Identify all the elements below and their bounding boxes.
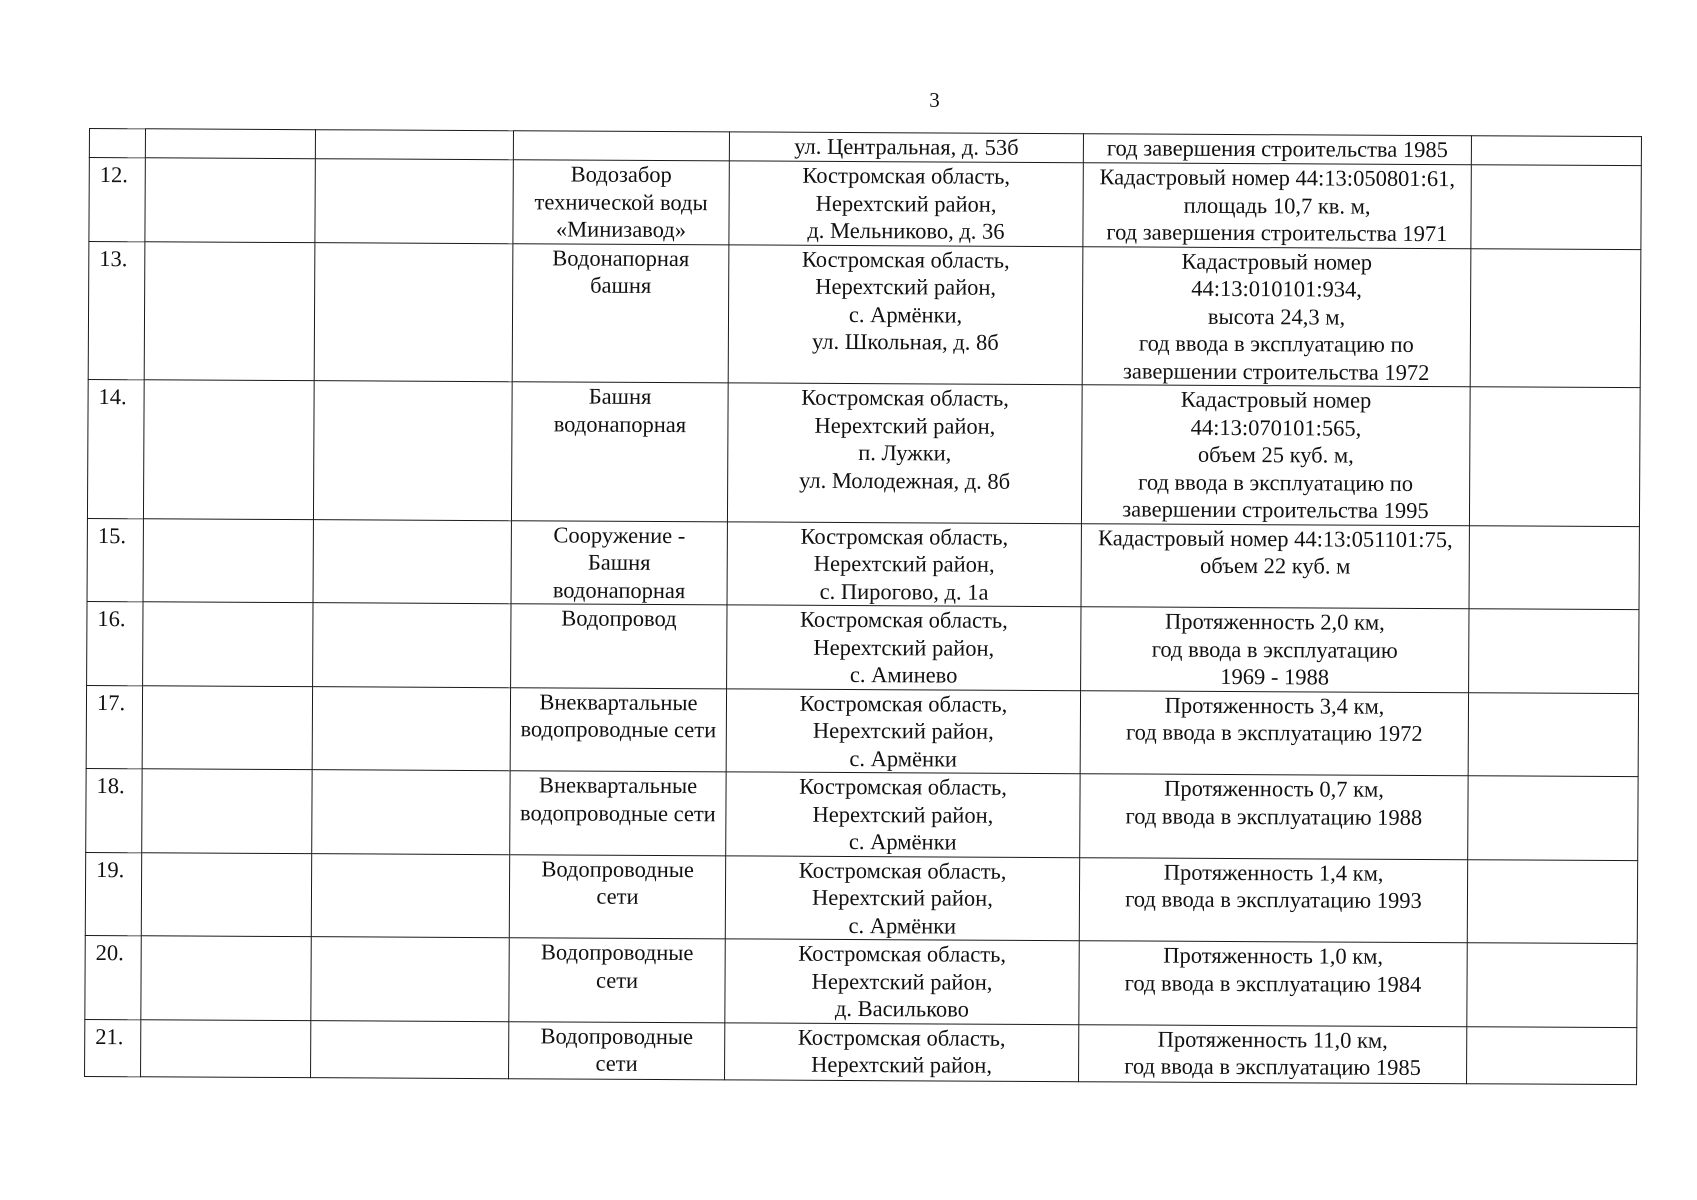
row-number-cell: 18. xyxy=(86,768,142,852)
table-row xyxy=(86,768,1638,860)
object-address-cell: Костромская область, Нерехтский район, с. Армёнки, ул. Школьная, д. 8б xyxy=(728,244,1083,384)
table-row xyxy=(87,518,1639,610)
empty-cell xyxy=(315,159,513,244)
object-name-cell: Водопровод xyxy=(511,604,727,689)
object-name-cell: Водопроводные сети xyxy=(509,854,725,939)
empty-cell xyxy=(315,130,513,160)
empty-cell xyxy=(145,129,315,159)
object-name-cell: Водонапорная башня xyxy=(512,243,729,383)
empty-cell xyxy=(143,380,314,519)
object-address-cell: Костромская область, Нерехтский район, п. Лужки, ул. Молодежная, д. 8б xyxy=(727,383,1082,523)
table-body xyxy=(85,129,1642,1085)
empty-cell xyxy=(313,603,511,688)
empty-cell xyxy=(311,1020,509,1078)
object-address-cell: Костромская область, Нерехтский район, с. Армёнки xyxy=(726,688,1080,773)
empty-cell xyxy=(1467,943,1637,1027)
page-number: 3 xyxy=(929,88,940,112)
row-number-cell: 17. xyxy=(86,685,142,769)
empty-cell xyxy=(313,381,512,521)
object-name-cell xyxy=(513,131,729,161)
object-address-cell: Костромская область, Нерехтский район, д. Мельниково, д. 36 xyxy=(729,161,1083,246)
object-address-cell: Костромская область, Нерехтский район, с. Аминево xyxy=(727,605,1081,690)
empty-cell xyxy=(312,686,510,771)
object-address-cell: Костромская область, Нерехтский район, д. Васильково xyxy=(725,939,1079,1024)
empty-cell xyxy=(141,936,311,1020)
empty-cell xyxy=(313,519,511,604)
row-number-cell: 21. xyxy=(85,1019,141,1076)
row-number-cell: 13. xyxy=(88,241,145,380)
object-name-cell: Водозабор технической воды «Минизавод» xyxy=(513,160,729,245)
empty-cell xyxy=(1471,136,1641,166)
object-characteristics-cell: Протяженность 1,4 км, год ввода в эксплуатацию 1993 xyxy=(1079,857,1467,943)
table-row xyxy=(89,158,1641,250)
empty-cell xyxy=(141,852,311,936)
table-row xyxy=(85,852,1637,944)
empty-cell xyxy=(312,770,510,855)
empty-cell xyxy=(142,769,312,853)
table-row xyxy=(86,685,1638,777)
row-number-cell: 14. xyxy=(87,379,144,518)
row-number-cell: 15. xyxy=(87,518,143,602)
empty-cell xyxy=(142,685,312,769)
object-characteristics-cell: Протяженность 2,0 км, год ввода в эксплуатацию 1969 - 1988 xyxy=(1081,607,1469,693)
property-registry-table xyxy=(84,128,1642,1085)
empty-cell xyxy=(314,242,513,382)
object-name-cell: Сооружение - Башня водонапорная xyxy=(511,520,727,605)
object-characteristics-cell: Протяженность 1,0 км, год ввода в эксплуатацию 1984 xyxy=(1079,941,1467,1027)
object-name-cell: Внеквартальные водопроводные сети xyxy=(510,687,726,772)
empty-cell xyxy=(311,937,509,1022)
object-name-cell: Водопроводные сети xyxy=(509,1021,725,1079)
object-address-cell: Костромская область, Нерехтский район, с. Армёнки xyxy=(726,772,1080,857)
row-number-cell xyxy=(89,129,145,158)
object-address-cell: Костромская область, Нерехтский район, с. Армёнки xyxy=(725,855,1079,940)
object-characteristics-cell: Кадастровый номер 44:13:050801:61, площадь 10,7 кв. м, год завершения строительства 1971 xyxy=(1083,163,1471,249)
empty-cell xyxy=(143,518,313,602)
empty-cell xyxy=(1467,1026,1637,1084)
object-characteristics-cell: год завершения строительства 1985 xyxy=(1083,134,1471,165)
object-name-cell: Башня водонапорная xyxy=(511,382,728,522)
empty-cell xyxy=(1469,525,1639,609)
object-address-cell: Костромская область, Нерехтский район, с. Пирогово, д. 1а xyxy=(727,521,1081,606)
empty-cell xyxy=(1470,248,1641,387)
table-row xyxy=(87,379,1640,526)
table-row xyxy=(87,601,1639,693)
empty-cell xyxy=(144,241,315,380)
empty-cell xyxy=(1467,859,1637,943)
table-row xyxy=(88,241,1641,388)
empty-cell xyxy=(1468,692,1638,776)
empty-cell xyxy=(141,1019,311,1077)
table-row xyxy=(85,935,1637,1027)
object-address-cell: ул. Центральная, д. 53б xyxy=(729,132,1083,163)
object-characteristics-cell: Протяженность 0,7 км, год ввода в эксплуатацию 1988 xyxy=(1080,774,1468,860)
row-number-cell: 16. xyxy=(87,601,143,685)
object-name-cell: Водопроводные сети xyxy=(509,938,725,1023)
empty-cell xyxy=(1469,609,1639,693)
object-characteristics-cell: Кадастровый номер 44:13:070101:565, объем 25 куб. м, год ввода в эксплуатацию по завершении строительства 1995 xyxy=(1081,385,1470,526)
empty-cell xyxy=(1469,387,1640,526)
object-address-cell: Костромская область, Нерехтский район, xyxy=(725,1022,1079,1081)
empty-cell xyxy=(143,602,313,686)
empty-cell xyxy=(145,158,315,242)
row-number-cell: 20. xyxy=(85,935,141,1019)
empty-cell xyxy=(1471,165,1641,249)
empty-cell xyxy=(1468,776,1638,860)
table-row xyxy=(85,1019,1637,1084)
object-characteristics-cell: Протяженность 3,4 км, год ввода в эксплуатацию 1972 xyxy=(1080,690,1468,776)
object-characteristics-cell: Кадастровый номер 44:13:010101:934, высота 24,3 м, год ввода в эксплуатацию по завершении строительства 1972 xyxy=(1082,246,1471,387)
object-characteristics-cell: Протяженность 11,0 км, год ввода в эксплуатацию 1985 xyxy=(1079,1024,1467,1083)
empty-cell xyxy=(311,853,509,938)
row-number-cell: 19. xyxy=(85,852,141,936)
object-name-cell: Внеквартальные водопроводные сети xyxy=(510,771,726,856)
row-number-cell: 12. xyxy=(89,158,145,242)
object-characteristics-cell: Кадастровый номер 44:13:051101:75, объем 22 куб. м xyxy=(1081,523,1469,609)
